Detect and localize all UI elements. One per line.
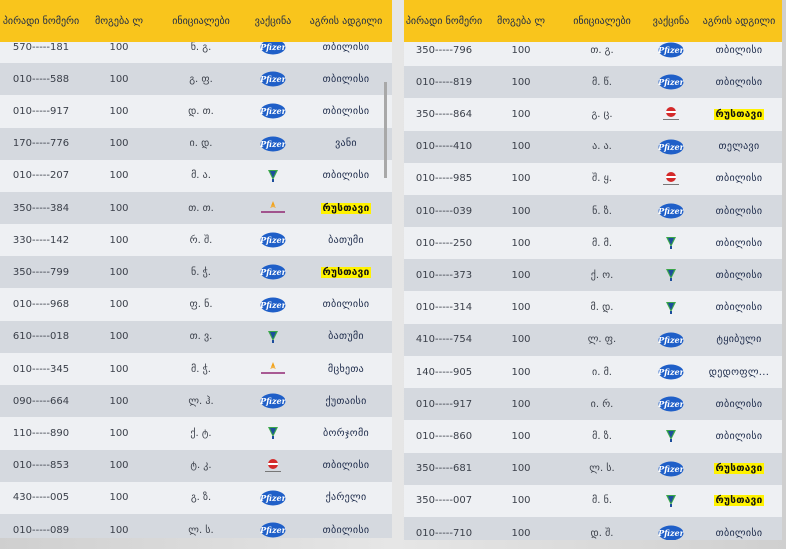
initials-cell: შ. ყ. [592,173,612,185]
id-cell: 350-----864 [415,108,473,120]
vaccine-cell [646,292,696,324]
pfizer-logo-icon [656,332,686,348]
city-label: თბილისი [322,105,370,117]
sputnik-logo-icon [258,458,288,474]
initials-cell: თ. გ. [590,44,614,56]
initials-cell: ლ. ჰ. [188,395,214,407]
header-initials: ინიციალები [172,15,230,27]
id-cell: 170-----776 [12,138,70,150]
pfizer-logo-icon [656,42,686,58]
city-cell [300,321,392,353]
vaccine-cell [646,453,696,485]
vaccine-cell [246,289,300,321]
id-cell: 090-----664 [12,395,70,407]
id-cell: 350-----681 [415,463,473,475]
initials-cell: თ. ვ. [189,331,213,343]
count-cell: 100 [109,331,129,343]
pfizer-logo-icon [656,74,686,90]
vaccine-cell [646,356,696,388]
id-cell: 430-----005 [12,492,70,504]
table-row[interactable] [404,163,782,195]
sinovac-logo-icon [258,425,288,441]
table-header [404,0,782,42]
table-row[interactable] [404,98,782,130]
header-city: აგრის ადგილი [702,15,776,27]
vaccine-cell [246,482,300,514]
id-cell: 610-----018 [12,331,70,343]
city-label: ქარელი [325,492,367,504]
table-row[interactable] [0,450,392,482]
initials-cell: ლ. ს. [188,524,214,536]
city-cell [696,324,782,356]
table-row[interactable] [404,420,782,452]
count-cell: 100 [511,334,531,346]
city-cell [300,63,392,95]
pfizer-logo-icon [656,396,686,412]
pfizer-logo-icon [258,71,288,87]
pfizer-logo-icon [258,490,288,506]
city-label: ქუთაისი [325,395,367,407]
initials-cell: მ. დ. [590,302,614,314]
city-label: თბილისი [715,527,763,539]
svg-text:Pfizer: Pfizer [260,396,286,407]
vaccine-cell [646,420,696,452]
city-cell [696,453,782,485]
initials-cell: მ. მ. [592,237,612,249]
initials-cell: ნ. ჭ. [191,266,211,278]
table-row[interactable] [0,128,392,160]
svg-text:Pfizer: Pfizer [260,267,286,278]
city-label: თბილისი [322,524,370,536]
id-cell: 350-----799 [12,266,70,278]
city-label: ბორჯომი [323,427,369,439]
initials-cell: ი. რ. [590,398,614,410]
city-label: თბილისი [715,173,763,185]
table-row[interactable] [0,353,392,385]
id-cell: 010-----039 [415,205,473,217]
city-cell [696,485,782,517]
vaccine-cell [246,160,300,192]
city-cell [696,163,782,195]
city-cell [300,256,392,288]
pfizer-logo-icon [258,232,288,248]
initials-cell: დ. შ. [590,527,614,539]
vaccine-cell [646,517,696,540]
id-cell: 010-----250 [415,237,473,249]
id-cell: 010-----917 [12,105,70,117]
city-cell [696,517,782,540]
count-cell: 100 [511,44,531,56]
count-cell: 100 [511,527,531,539]
city-label: თბილისი [715,269,763,281]
sinovac-logo-icon [656,428,686,444]
vaccine-cell [246,256,300,288]
city-cell [300,353,392,385]
table-row[interactable] [0,160,392,192]
city-cell [300,514,392,538]
id-cell: 010-----710 [415,527,473,539]
sinovac-logo-icon [258,168,288,184]
header-count: მოგება ლ [496,15,546,27]
count-cell: 100 [109,524,129,536]
count-cell: 100 [511,173,531,185]
vaccine-cell [646,98,696,130]
pfizer-logo-icon [258,103,288,119]
table-row[interactable] [0,192,392,224]
vaccine-cell [246,63,300,95]
city-label: თბილისი [715,205,763,217]
svg-text:Pfizer: Pfizer [260,492,286,503]
vaccine-cell [646,259,696,291]
header-count: მოგება ლ [94,15,144,27]
vaccine-cell [646,131,696,163]
table-row[interactable] [0,417,392,449]
table-row[interactable] [0,289,392,321]
sputnik-logo-icon [656,171,686,187]
table-row[interactable] [0,385,392,417]
id-cell: 570-----181 [12,41,70,53]
left-table [0,0,392,538]
city-label: თბილისი [715,302,763,314]
header-vaccine: ვაქცინა [254,15,292,27]
city-label: თბილისი [715,76,763,88]
id-cell: 010-----089 [12,524,70,536]
sinovac-logo-icon [656,300,686,316]
initials-cell: ი. დ. [189,138,213,150]
pfizer-logo-icon [656,525,686,540]
vaccine-cell [246,353,300,385]
count-cell: 100 [109,105,129,117]
header-id: პირადი ნომერი [2,15,80,27]
initials-cell: მ. ნ. [592,495,612,507]
id-cell: 010-----410 [415,141,473,153]
city-cell [696,259,782,291]
table-row[interactable] [0,482,392,514]
sinovac-logo-icon [656,267,686,283]
count-cell: 100 [109,234,129,246]
vaccine-cell [646,227,696,259]
count-cell: 100 [109,395,129,407]
svg-text:Pfizer: Pfizer [658,334,684,345]
initials-cell: ა. ა. [592,141,612,153]
vaccine-cell [246,128,300,160]
city-label: ბათუმი [328,331,364,343]
initials-cell: მ. ჭ. [191,363,211,375]
pfizer-logo-icon [656,139,686,155]
city-cell [696,388,782,420]
city-label: ვანი [335,138,357,150]
svg-text:Pfizer: Pfizer [658,141,684,152]
count-cell: 100 [511,237,531,249]
initials-cell: რ. შ. [189,234,213,246]
initials-cell: ლ. ს. [589,463,615,475]
table-row[interactable] [0,224,392,256]
vaccine-cell [246,321,300,353]
svg-text:Pfizer: Pfizer [658,206,684,216]
id-cell: 350-----796 [415,44,473,56]
initials-cell: ქ. ტ. [190,427,212,439]
city-label: თბილისი [715,237,763,249]
table-row[interactable] [404,517,782,540]
count-cell: 100 [109,427,129,439]
initials-cell: ქ. ო. [590,269,614,281]
id-cell: 010-----345 [12,363,70,375]
city-label: თბილისი [715,398,763,410]
city-cell [696,195,782,227]
header-vaccine: ვაქცინა [652,15,690,27]
count-cell: 100 [109,299,129,311]
count-cell: 100 [511,141,531,153]
table-row[interactable] [0,63,392,95]
city-cell [300,128,392,160]
scrollbar[interactable] [384,82,387,178]
count-cell: 100 [109,170,129,182]
city-label: დედოფლ... [708,366,770,378]
table-row[interactable] [404,356,782,388]
right-table [404,0,782,540]
svg-text:Pfizer: Pfizer [658,45,684,55]
svg-text:Pfizer: Pfizer [260,299,286,310]
initials-cell: გ. ზ. [190,492,212,504]
id-cell: 010-----314 [415,302,473,314]
svg-text:Pfizer: Pfizer [658,77,684,88]
id-cell: 140-----905 [415,366,473,378]
count-cell: 100 [511,463,531,475]
initials-cell: მ. ზ. [592,430,612,442]
highlighted-city: რუსთავი [715,108,763,120]
sinovac-logo-icon [656,493,686,509]
initials-cell: თ. თ. [188,202,214,214]
pfizer-logo-icon [656,364,686,380]
count-cell: 100 [511,302,531,314]
pfizer-logo-icon [258,297,288,313]
table-row[interactable] [404,227,782,259]
id-cell: 010-----819 [415,76,473,88]
city-cell [300,289,392,321]
vaccine-cell [246,224,300,256]
vaccine-cell [646,66,696,98]
initials-cell: მ. წ. [592,76,612,88]
city-label: ბათუმი [328,234,364,246]
id-cell: 410-----754 [415,334,473,346]
pfizer-logo-icon [656,461,686,477]
city-cell [300,450,392,482]
city-cell [300,385,392,417]
table-row[interactable] [404,485,782,517]
id-cell: 330-----142 [12,234,70,246]
vaccine-cell [646,324,696,356]
table-row[interactable] [0,256,392,288]
svg-text:Pfizer: Pfizer [260,235,286,246]
count-cell: 100 [511,269,531,281]
vaccine-cell [646,485,696,517]
city-label: თბილისი [322,73,370,85]
city-label: თბილისი [715,430,763,442]
count-cell: 100 [511,205,531,217]
city-cell [696,356,782,388]
initials-cell: ი. მ. [592,366,612,378]
count-cell: 100 [511,108,531,120]
city-label: თბილისი [715,44,763,56]
initials-cell: გ. ც. [591,108,613,120]
initials-cell: ფ. ნ. [189,299,213,311]
table-row[interactable] [404,259,782,291]
count-cell: 100 [511,430,531,442]
id-cell: 110-----890 [12,427,70,439]
count-cell: 100 [109,363,129,375]
city-cell [300,95,392,127]
table-row[interactable] [0,95,392,127]
count-cell: 100 [109,138,129,150]
count-cell: 100 [109,266,129,278]
highlighted-city: რუსთავი [715,463,763,475]
city-cell [696,227,782,259]
svg-text:Pfizer: Pfizer [658,463,684,474]
vaccine-cell [246,417,300,449]
pfizer-logo-icon [258,393,288,409]
table-row[interactable] [404,324,782,356]
table-row[interactable] [404,131,782,163]
id-cell: 010-----588 [12,73,70,85]
highlighted-city: რუსთავი [322,202,370,214]
vaccine-cell [246,95,300,127]
city-cell [696,66,782,98]
header-id: პირადი ნომერი [405,15,483,27]
id-cell: 010-----968 [12,299,70,311]
pfizer-logo-icon [258,264,288,280]
city-label: ტყიბული [716,334,762,346]
initials-cell: ნ. ზ. [592,205,612,217]
table-row[interactable] [404,195,782,227]
id-cell: 350-----384 [12,202,70,214]
vaccine-cell [246,192,300,224]
city-cell [696,98,782,130]
vaccine-cell [246,385,300,417]
pfizer-logo-icon [258,136,288,152]
table-row[interactable] [0,514,392,538]
table-row[interactable] [404,453,782,485]
table-row[interactable] [0,321,392,353]
svg-text:Pfizer: Pfizer [260,138,286,149]
sinovac-logo-icon [656,235,686,251]
city-label: თბილისი [322,170,370,182]
svg-text:Pfizer: Pfizer [260,525,286,535]
city-cell [300,160,392,192]
highlighted-city: რუსთავი [715,495,763,507]
svg-text:Pfizer: Pfizer [658,399,684,410]
vaccine-cell [246,450,300,482]
count-cell: 100 [109,460,129,472]
initials-cell: ლ. ფ. [587,334,617,346]
initials-cell: გ. ფ. [189,73,213,85]
city-label: თელავი [718,141,760,153]
city-label: მცხეთა [327,363,365,375]
pfizer-logo-icon [656,203,686,219]
svg-text:Pfizer: Pfizer [658,367,684,377]
astrazeneca-logo-icon [258,200,288,216]
table-row[interactable] [404,292,782,324]
count-cell: 100 [109,202,129,214]
svg-text:Pfizer: Pfizer [260,74,286,85]
svg-text:Pfizer: Pfizer [260,42,286,52]
table-row[interactable] [404,66,782,98]
city-cell [696,292,782,324]
city-cell [300,224,392,256]
count-cell: 100 [511,366,531,378]
id-cell: 010-----917 [415,398,473,410]
count-cell: 100 [109,492,129,504]
count-cell: 100 [109,41,129,53]
id-cell: 010-----853 [12,460,70,472]
city-cell [300,482,392,514]
count-cell: 100 [511,398,531,410]
table-row[interactable] [404,388,782,420]
city-label: თბილისი [322,460,370,472]
city-cell [696,420,782,452]
vaccine-cell [646,388,696,420]
id-cell: 010-----985 [415,173,473,185]
vaccine-cell [646,163,696,195]
sputnik-logo-icon [656,106,686,122]
initials-cell: მ. ა. [191,170,211,182]
count-cell: 100 [511,495,531,507]
svg-text:Pfizer: Pfizer [658,528,684,538]
pfizer-logo-icon [258,522,288,538]
astrazeneca-logo-icon [258,361,288,377]
initials-cell: ნ. გ. [190,41,212,53]
count-cell: 100 [511,76,531,88]
id-cell: 010-----860 [415,430,473,442]
vaccine-cell [246,514,300,538]
city-cell [300,192,392,224]
id-cell: 010-----207 [12,170,70,182]
city-label: თბილისი [322,41,370,53]
initials-cell: დ. თ. [188,105,214,117]
sinovac-logo-icon [258,329,288,345]
svg-text:Pfizer: Pfizer [260,106,286,117]
city-cell [696,131,782,163]
id-cell: 010-----373 [415,269,473,281]
initials-cell: ტ. კ. [190,460,212,472]
id-cell: 350-----007 [415,495,473,507]
table-header [0,0,392,42]
header-initials: ინიციალები [573,15,631,27]
city-label: თბილისი [322,299,370,311]
count-cell: 100 [109,73,129,85]
header-city: აგრის ადგილი [309,15,383,27]
highlighted-city: რუსთავი [322,266,370,278]
vaccine-cell [646,195,696,227]
city-cell [300,417,392,449]
